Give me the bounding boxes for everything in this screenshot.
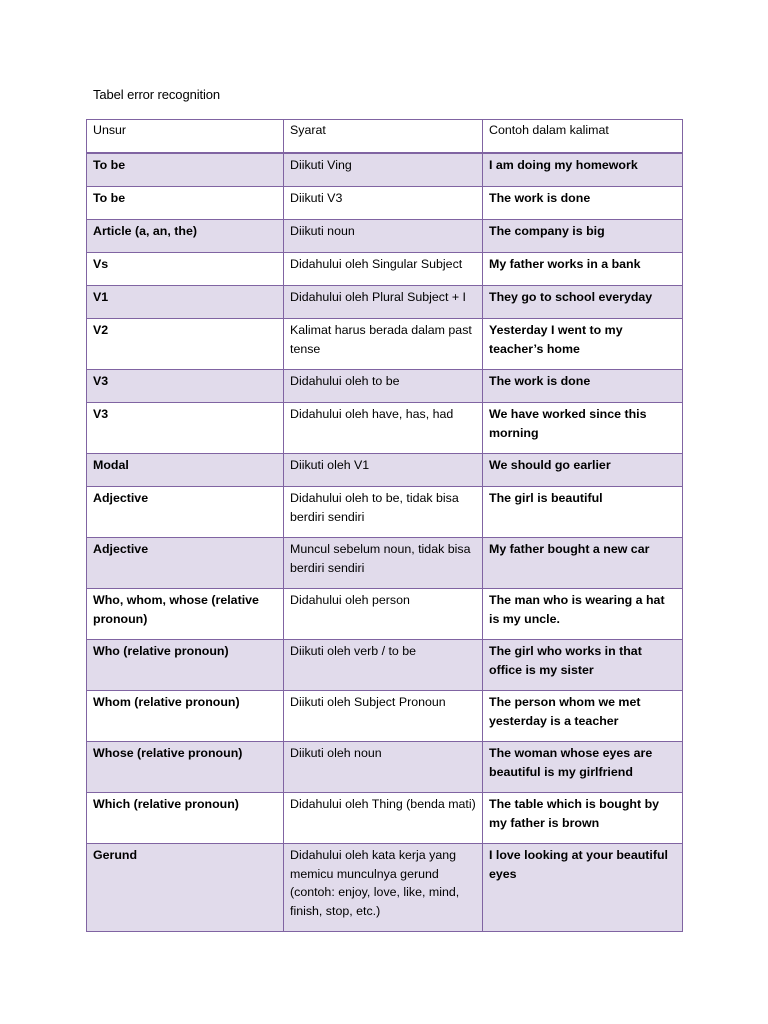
cell-contoh: My father works in a bank xyxy=(483,253,683,286)
cell-unsur: Whose (relative pronoun) xyxy=(87,742,284,793)
cell-contoh: The work is done xyxy=(483,187,683,220)
table-row xyxy=(87,742,683,793)
table-row xyxy=(87,487,683,538)
cell-unsur: V3 xyxy=(87,403,284,454)
cell-contoh: I love looking at your beautiful eyes xyxy=(483,844,683,932)
cell-contoh: The company is big xyxy=(483,220,683,253)
cell-unsur: Whom (relative pronoun) xyxy=(87,691,284,742)
table-header-row xyxy=(87,120,683,154)
cell-contoh: The work is done xyxy=(483,370,683,403)
cell-contoh: They go to school everyday xyxy=(483,286,683,319)
error-recognition-table xyxy=(86,119,683,932)
table-row xyxy=(87,538,683,589)
cell-contoh: The girl is beautiful xyxy=(483,487,683,538)
cell-contoh: We should go earlier xyxy=(483,454,683,487)
table-row xyxy=(87,253,683,286)
cell-unsur: V1 xyxy=(87,286,284,319)
cell-syarat: Didahului oleh kata kerja yang memicu munculnya gerund (contoh: enjoy, love, like, mind, finish, stop, etc.) xyxy=(284,844,483,932)
cell-unsur: Which (relative pronoun) xyxy=(87,793,284,844)
cell-contoh: My father bought a new car xyxy=(483,538,683,589)
table-row xyxy=(87,403,683,454)
header-syarat: Syarat xyxy=(284,120,483,154)
cell-unsur: V3 xyxy=(87,370,284,403)
cell-syarat: Muncul sebelum noun, tidak bisa berdiri sendiri xyxy=(284,538,483,589)
cell-unsur: Gerund xyxy=(87,844,284,932)
table-row xyxy=(87,640,683,691)
cell-contoh: Yesterday I went to my teacher’s home xyxy=(483,319,683,370)
cell-unsur: Who, whom, whose (relative pronoun) xyxy=(87,589,284,640)
cell-syarat: Diikuti oleh noun xyxy=(284,742,483,793)
cell-syarat: Didahului oleh Plural Subject + I xyxy=(284,286,483,319)
header-contoh: Contoh dalam kalimat xyxy=(483,120,683,154)
table-row xyxy=(87,319,683,370)
cell-syarat: Diikuti noun xyxy=(284,220,483,253)
table-row xyxy=(87,153,683,187)
table-row xyxy=(87,370,683,403)
table-row xyxy=(87,187,683,220)
table-row xyxy=(87,793,683,844)
table-row xyxy=(87,286,683,319)
cell-syarat: Didahului oleh Thing (benda mati) xyxy=(284,793,483,844)
cell-contoh: I am doing my homework xyxy=(483,153,683,187)
cell-contoh: The person whom we met yesterday is a teacher xyxy=(483,691,683,742)
cell-contoh: The table which is bought by my father is brown xyxy=(483,793,683,844)
cell-unsur: Article (a, an, the) xyxy=(87,220,284,253)
table-row xyxy=(87,844,683,932)
cell-contoh: The man who is wearing a hat is my uncle. xyxy=(483,589,683,640)
cell-unsur: V2 xyxy=(87,319,284,370)
cell-unsur: To be xyxy=(87,187,284,220)
cell-unsur: To be xyxy=(87,153,284,187)
document-title: Tabel error recognition xyxy=(93,87,221,102)
cell-contoh: We have worked since this morning xyxy=(483,403,683,454)
cell-syarat: Diikuti Ving xyxy=(284,153,483,187)
cell-unsur: Who (relative pronoun) xyxy=(87,640,284,691)
cell-unsur: Vs xyxy=(87,253,284,286)
cell-syarat: Didahului oleh to be, tidak bisa berdiri sendiri xyxy=(284,487,483,538)
cell-syarat: Kalimat harus berada dalam past tense xyxy=(284,319,483,370)
cell-unsur: Modal xyxy=(87,454,284,487)
cell-syarat: Didahului oleh Singular Subject xyxy=(284,253,483,286)
table-row xyxy=(87,454,683,487)
cell-syarat: Diikuti oleh verb / to be xyxy=(284,640,483,691)
cell-contoh: The woman whose eyes are beautiful is my girlfriend xyxy=(483,742,683,793)
cell-syarat: Didahului oleh have, has, had xyxy=(284,403,483,454)
table-row xyxy=(87,220,683,253)
cell-syarat: Diikuti oleh V1 xyxy=(284,454,483,487)
table-row xyxy=(87,589,683,640)
cell-syarat: Didahului oleh person xyxy=(284,589,483,640)
cell-syarat: Diikuti V3 xyxy=(284,187,483,220)
header-unsur: Unsur xyxy=(87,120,284,154)
cell-unsur: Adjective xyxy=(87,538,284,589)
cell-syarat: Diikuti oleh Subject Pronoun xyxy=(284,691,483,742)
table-row xyxy=(87,691,683,742)
cell-contoh: The girl who works in that office is my sister xyxy=(483,640,683,691)
cell-unsur: Adjective xyxy=(87,487,284,538)
cell-syarat: Didahului oleh to be xyxy=(284,370,483,403)
